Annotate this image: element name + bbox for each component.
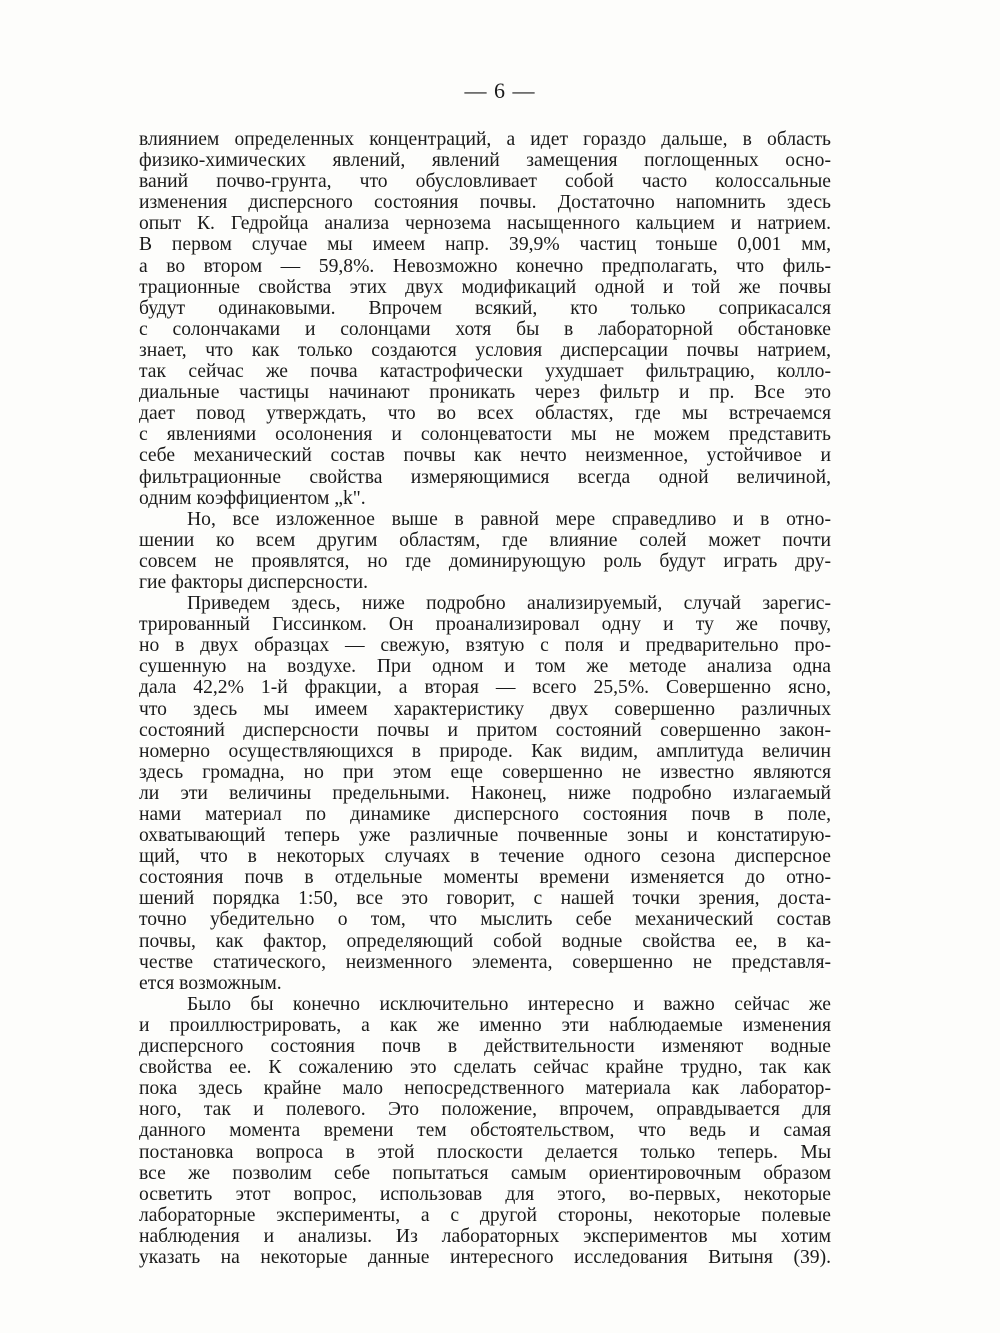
text-line: будут одинаковыми. Впрочем всякий, кто только соприкасался [139, 297, 831, 319]
text-line: но в двух образцах — свежую, взятую с поля и предварительно про- [139, 635, 831, 657]
text-line: шении ко всем другим областям, где влияние солей может почти [139, 529, 831, 551]
text-line: Приведем здесь, ниже подробно анализируемый, случай зарегис- [187, 593, 831, 615]
text-line: данного момента времени тем обстоятельством, что ведь и самая [139, 1120, 831, 1142]
text-line: одним коэффициентом „k". [139, 487, 366, 509]
text-line: диальные частицы начинают проникать через фильтр и пр. Все это [139, 382, 831, 404]
text-line: фильтрационные свойства измеряющимися всегда одной величиной, [139, 466, 831, 488]
text-line: точно убедительно о том, что мыслить себе механический состав [139, 909, 831, 931]
text-line: а во втором — 59,8%. Невозможно конечно предполагать, что филь- [139, 255, 831, 277]
text-line: осветить этот вопрос, использовав для этого, во-первых, некоторые [139, 1183, 831, 1205]
text-line: здесь громадна, но при этом еще совершенно не известно являются [139, 761, 831, 783]
text-line: постановка вопроса в этой плоскости делается только теперь. Мы [139, 1141, 831, 1163]
text-line: состояния почв в отдельные моменты времени изменяется до отно- [139, 867, 831, 889]
text-line: лабораторные эксперименты, а с другой стороны, некоторые полевые [139, 1204, 831, 1226]
text-line: дала 42,2% 1-й фракции, а вторая — всего 25,5%. Совершенно ясно, [139, 677, 831, 699]
text-line: Но, все изложенное выше в равной мере справедливо и в отно- [187, 508, 831, 530]
text-line: себе механический состав почвы как нечто неизменное, устойчивое и [139, 445, 831, 467]
text-line: ваний почво-грунта, что обусловливает собой часто колоссальные [139, 171, 831, 193]
text-line: с солончаками и солонцами хотя бы в лабораторной обстановке [139, 318, 831, 340]
text-line: честве статического, неизменного элемента, совершенно не представля- [139, 951, 831, 973]
body-text [139, 129, 831, 1268]
text-line: так сейчас же почва катастрофически ухудшает фильтрацию, колло- [139, 361, 831, 383]
text-line: совсем не проявлятся, но где доминирующую роль будут играть дру- [139, 550, 831, 572]
text-line: опыт К. Гедройца анализа чернозема насыщенного кальцием и натрием. [139, 213, 831, 235]
text-line: физико-химических явлений, явлений замещения поглощенных осно- [139, 150, 831, 172]
text-line: шений порядка 1:50, все это говорит, с нашей точки зрения, доста- [139, 888, 831, 910]
text-line: Было бы конечно исключительно интересно и важно сейчас же [187, 993, 831, 1015]
text-line: щий, что в некоторых случаях в течение одного сезона дисперсное [139, 846, 831, 868]
text-line: влиянием определенных концентраций, а идет гораздо дальше, в область [139, 129, 831, 150]
text-line: дает повод утверждать, что во всех областях, где мы встречаемся [139, 403, 831, 425]
text-line: В первом случае мы имеем напр. 39,9% частиц тоньше 0,001 мм, [139, 234, 831, 256]
text-line: знает, что как только создаются условия дисперсации почвы натрием, [139, 339, 831, 361]
text-line: нами материал по динамике дисперсного состояния почв в поле, [139, 804, 831, 825]
text-line: ется возможным. [139, 972, 282, 994]
text-line: состояний дисперсности почвы и притом состояний совершенно закон- [139, 719, 831, 741]
text-line: трационные свойства этих двух модификаций одной и той же почвы [139, 276, 831, 298]
text-line: охватывающий теперь уже различные почвенные зоны и констатирую- [139, 825, 831, 847]
text-line: почвы, как фактор, определяющий собой водные свойства ее, в ка- [139, 930, 831, 952]
text-line: ного, так и полевого. Это положение, впрочем, оправдывается для [139, 1099, 831, 1121]
text-line: трированный Гиссинком. Он проанализировал одну и ту же почву, [139, 614, 831, 636]
text-line: все же позволим себе попытаться самым ориентировочным образом [139, 1162, 831, 1184]
text-line: ли эти величины предельными. Наконец, ниже подробно излагаемый [139, 782, 831, 804]
text-line: и проиллюстрировать, а как же именно эти наблюдаемые изменения [139, 1014, 831, 1036]
text-line: указать на некоторые данные интересного исследования Витыня (39). [139, 1246, 831, 1268]
text-line: сушенную на воздухе. При одном и том же методе анализа одна [139, 656, 831, 678]
text-line: свойства ее. К сожалению это сделать сейчас крайне трудно, так как [139, 1057, 831, 1079]
text-line: с явлениями осолонения и солонцеватости мы не можем представить [139, 424, 831, 446]
text-line: номерно осуществляющихся в природе. Как видим, амплитуда величин [139, 740, 831, 762]
text-line: что здесь мы имеем характеристику двух совершенно различных [139, 698, 831, 720]
text-line: наблюдения и анализы. Из лабораторных экспериментов мы хотим [139, 1225, 831, 1247]
text-line: дисперсного состояния почв в действительности изменяют водные [139, 1036, 831, 1058]
text-line: изменения дисперсного состояния почвы. Достаточно напомнить здесь [139, 192, 831, 214]
text-line: пока здесь крайне мало непосредственного материала как лаборатор- [139, 1078, 831, 1100]
page-number: — 6 — [464, 78, 536, 103]
text-line: гие факторы дисперсности. [139, 571, 368, 593]
